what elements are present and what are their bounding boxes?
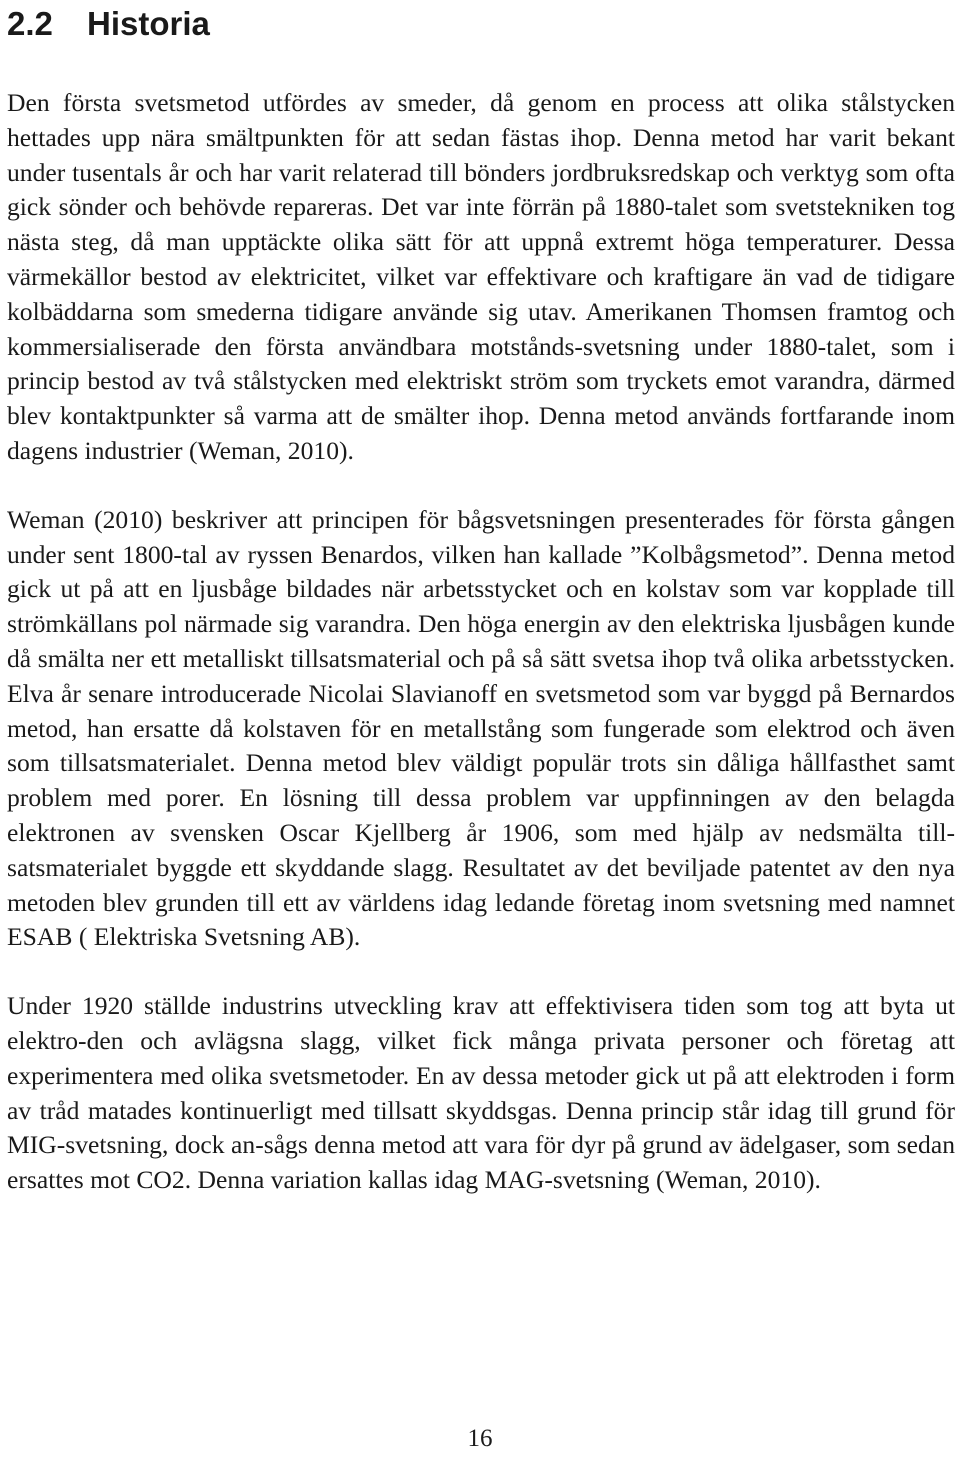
page-number: 16 <box>467 1425 493 1452</box>
paragraph-1: Den första svetsmetod utfördes av smeder, då genom en process att olika stålstycken hettades upp nära smältpunkten för att sedan fästas ihop. Denna metod har varit bekant under tusentals år och har varit relaterad till bönders jordbruksredskap och verktyg som ofta gick sönder och behövde repareras. Det var inte förrän på 1880-talet som svetstekniken tog nästa steg, då man upptäckte olika sätt för att uppnå extremt höga temperaturer. Dessa värmekällor bestod av elektricitet, vilket var effektivare och kraftigare än vad de tidigare kolbäddarna som smederna tidigare använde sig utav. Amerikanen Thomsen framtog och kommersialiserade den första användbara motstånds-svetsning under 1880-talet, som i princip bestod av två stålstycken med elektriskt ström som tryckets emot varandra, därmed blev kontaktpunkter så varma att de smälter ihop. Denna metod används fortfarande inom dagens industrier (Weman, 2010). <box>7 88 955 465</box>
paragraph-2: Weman (2010) beskriver att principen för bågsvetsningen presenterades för första gången under sent 1800-tal av ryssen Benardos, vilken han kallade ”Kolbågsmetod”. Denna metod gick ut på att en ljusbåge bildades när arbetsstycket och en kolstav som var kopplade till strömkällans pol närmade sig varandra. Den höga energin av den elektriska ljusbågen kunde då smälta ner ett metalliskt tillsatsmaterial och på så sätt svetsa ihop två olika arbetsstycken. Elva år senare introducerade Nicolai Slavianoff en svetsmetod som var byggd på Bernardos metod, han ersatte då kolstaven för en metallstång som fungerade som elektrod och även som tillsatsmaterialet. Denna metod blev väldigt populär trots sin dåliga hållfasthet samt problem med porer. En lösning till dessa problem var uppfinningen av den belagda elektronen av svensken Oscar Kjellberg år 1906, som med hjälp av nedsmälta till-satsmaterialet byggde ett skyddande slagg. Resultatet av det beviljade patentet av den nya metoden blev grunden till ett av världens idag ledande företag inom svetsning med namnet ESAB ( Elektriska Svetsning AB). <box>7 504 955 952</box>
document-page <box>7 0 955 1198</box>
section-title: Historia <box>87 5 210 42</box>
section-number: 2.2 <box>7 5 53 42</box>
paragraph-3: Under 1920 ställde industrins utveckling krav att effektivisera tiden som tog att byta ut elektro-den och avlägsna slagg, vilket fick många privata personer och företag att experimentera med olika svetsmetoder. En av dessa metoder gick ut på att elektroden i form av tråd matades kontinuerligt med tillsatt skyddsgas. Denna princip står idag till grund för MIG-svetsning, dock an-sågs denna metod att vara för dyr på grund av ädelgaser, som sedan ersattes mot CO2. Denna variation kallas idag MAG-svetsning (Weman, 2010). <box>7 991 955 1195</box>
section-heading <box>7 0 955 44</box>
